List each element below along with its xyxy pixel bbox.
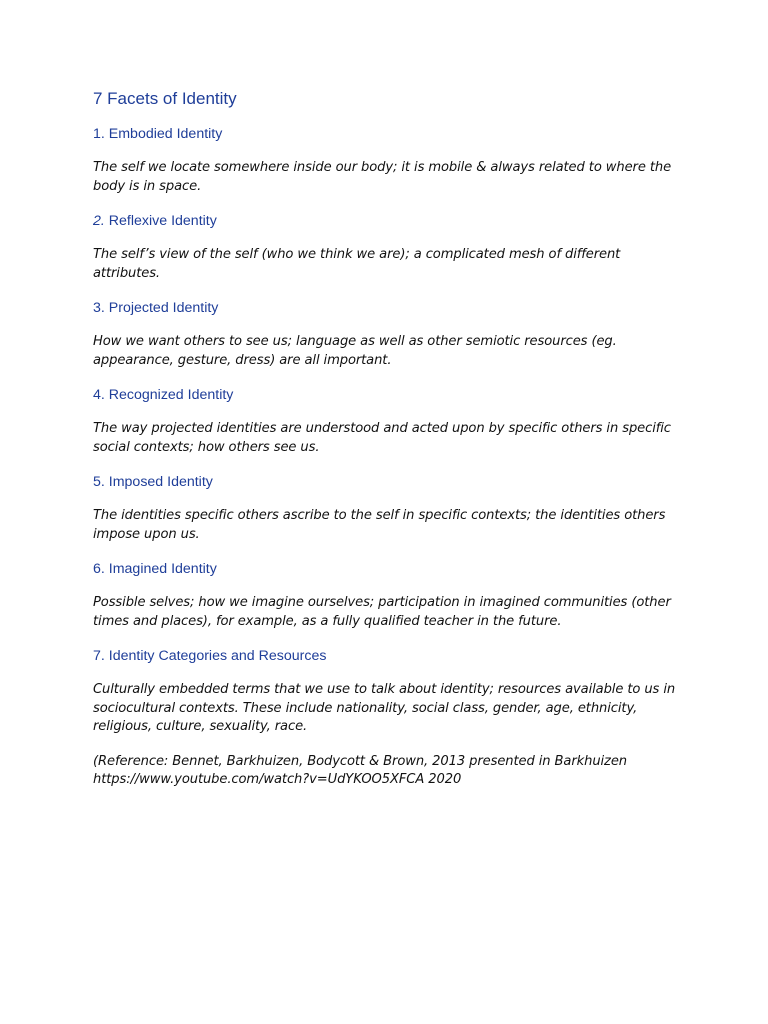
section-body-embodied: The self we locate somewhere inside our body; it is mobile & always related to where the body is in space.	[93, 160, 672, 194]
section-heading-recognized: 4. Recognized Identity	[93, 387, 234, 403]
section-heading-categories: 7. Identity Categories and Resources	[93, 648, 327, 664]
document-title: 7 Facets of Identity	[93, 89, 237, 108]
section-body-projected: How we want others to see us; language as well as other semiotic resources (eg. appearance, gesture, dress) are all important.	[93, 334, 617, 368]
section-heading-text: Reflexive Identity	[104, 213, 217, 229]
section-heading-imagined: 6. Imagined Identity	[93, 561, 217, 577]
section-number: 2.	[93, 213, 105, 229]
section-body-categories: Culturally embedded terms that we use to talk about identity; resources available to us in sociocultural contexts. These include nationality, social class, gender, age, ethnicity, religious, culture, sexuality, race.	[93, 682, 676, 734]
section-body-recognized: The way projected identities are understood and acted upon by specific others in specific social contexts; how others see us.	[93, 421, 671, 455]
section-heading-imposed: 5. Imposed Identity	[93, 474, 213, 490]
section-heading-reflexive	[93, 212, 688, 230]
section-body-reflexive: The self’s view of the self (who we think we are); a complicated mesh of different attributes.	[93, 247, 621, 281]
section-body-imposed: The identities specific others ascribe to the self in specific contexts; the identities others impose upon us.	[93, 508, 666, 542]
section-heading-embodied: 1. Embodied Identity	[93, 126, 223, 142]
section-body-imagined: Possible selves; how we imagine ourselves; participation in imagined communities (other times and places), for example, as a fully qualified teacher in the future.	[93, 595, 671, 629]
reference-line: (Reference: Bennet, Barkhuizen, Bodycott & Brown, 2013 presented in Barkhuizen	[93, 753, 627, 769]
section-heading-projected: 3. Projected Identity	[93, 300, 219, 316]
reference-citation	[93, 753, 688, 790]
reference-url: https://www.youtube.com/watch?v=UdYKOO5XFCA 2020	[93, 772, 462, 787]
